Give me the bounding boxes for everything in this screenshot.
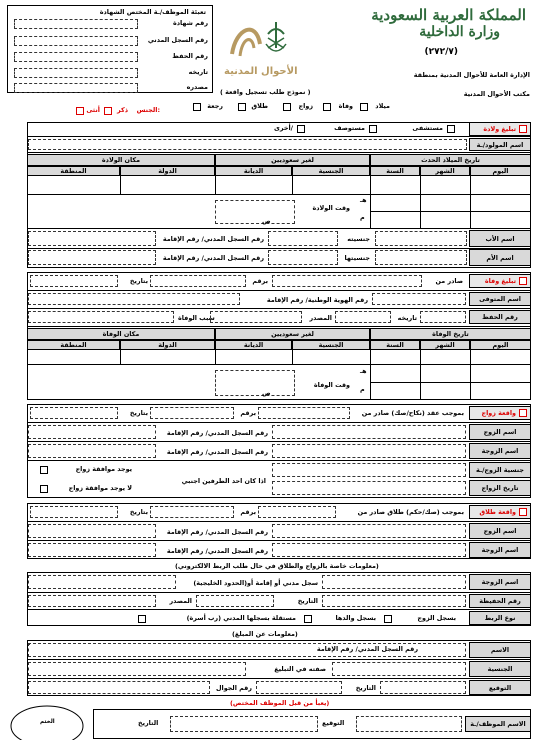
place-clinic-checkbox[interactable]: [369, 125, 377, 133]
divorce-checkbox[interactable]: [519, 508, 527, 516]
actual-birth-date-header: تاريخ الميلاد الحدث: [370, 154, 531, 166]
divorce-wife-label: اسم الزوجة: [469, 542, 531, 558]
ministry-header: [345, 6, 530, 96]
link-date-label: التاريخ: [297, 597, 318, 605]
death-grid-col-header: الشهر: [420, 340, 470, 350]
divorce-husband-id-field[interactable]: [28, 524, 156, 538]
informant-id-label: رقم السجل المدني/ رقم الإقامة: [316, 645, 418, 653]
deceased-id-label: رقم الهوية الوطنية/ رقم الإقامة: [266, 296, 368, 304]
husband-name-field[interactable]: [272, 425, 466, 439]
link-type-label: نوع الربط: [469, 611, 531, 625]
link-source-field[interactable]: [28, 595, 156, 607]
link-reg-field[interactable]: [28, 575, 176, 589]
event-type-label: وفاة: [338, 102, 353, 110]
form-title: ( نموذج طلب تسجيل واقعة ): [220, 88, 311, 96]
divorce-section-header: [469, 505, 531, 519]
death-date-label: بتاريخ: [129, 277, 148, 285]
ministry-title: وزارة الداخلية: [419, 24, 500, 40]
divorce-number-field[interactable]: [150, 506, 234, 518]
divorce-wife-field[interactable]: [272, 543, 466, 557]
divorce-contract-label: بموجب (صك/حكم) طلاق صادر من: [357, 508, 464, 516]
employee-row-label: مصدره: [186, 83, 208, 91]
footer-date-label: التاريخ: [138, 719, 159, 727]
event-type-checkbox[interactable]: [283, 103, 291, 111]
approval-no-label: لا يوجد موافقة زواج: [68, 484, 132, 492]
event-type-label: زواج: [298, 102, 313, 110]
kingdom-title: المملكة العربية السعودية: [371, 6, 526, 24]
divorce-number-label: برقم: [240, 508, 256, 516]
approval-yes-checkbox[interactable]: [40, 466, 48, 474]
birth-grid-col-header: المنطقة: [27, 166, 120, 176]
death-issued-from-label: صادر من: [435, 277, 463, 285]
employee-row-field[interactable]: [14, 83, 138, 93]
logo-text: الأحوال المدنية: [224, 66, 298, 77]
link-opt-independent-label: مستقلة بسجلها المدني (رب أسرة): [186, 614, 296, 622]
wife-name-field[interactable]: [272, 444, 466, 458]
footer-signature-field[interactable]: [170, 716, 318, 732]
employee-row-field[interactable]: [14, 68, 138, 78]
footer-signature-label: التوقيع: [322, 719, 345, 727]
link-file-no-field[interactable]: [322, 595, 466, 607]
employee-row-field[interactable]: [14, 52, 138, 62]
form-number: (٢٧٢/٧): [424, 47, 458, 57]
spouse-nationality-label: جنسية الزوج/ـة: [469, 462, 531, 478]
death-source-field[interactable]: [210, 311, 302, 323]
gregorian-marker: م: [360, 213, 365, 221]
divorce-contract-field[interactable]: [258, 506, 336, 518]
birth-grid-col-header: الشهر: [420, 166, 470, 176]
death-file-date-field[interactable]: [335, 311, 391, 323]
death-non-saudi-header: لغير سعوديين: [215, 328, 370, 340]
husband-name-label: اسم الزوج: [469, 424, 531, 440]
footer-employee-field[interactable]: [356, 716, 462, 732]
informant-date-label: التاريخ: [355, 684, 376, 692]
newborn-name-field[interactable]: [28, 139, 467, 150]
link-opt-husband-label: بسجل الزوج: [417, 614, 456, 622]
civil-affairs-logo: [222, 14, 302, 84]
father-name-label: اسم الأب: [469, 230, 531, 247]
birth-grid-col-header: الدولة: [120, 166, 215, 176]
link-wife-name-label: اسم الزوجة: [469, 574, 531, 590]
informant-nationality-label: الجنسية: [469, 661, 531, 677]
mother-id-label: رقم السجل المدني/ رقم الإقامة: [162, 254, 264, 262]
informant-phone-field[interactable]: [28, 681, 210, 694]
death-checkbox[interactable]: [519, 277, 527, 285]
official-stamp: [6, 704, 88, 740]
birth-grid-col-header: الديانة: [215, 166, 292, 176]
logo-emblem-icon: [222, 14, 302, 64]
event-type-checkbox[interactable]: [193, 103, 201, 111]
approval-no-checkbox[interactable]: [40, 485, 48, 493]
place-other-checkbox[interactable]: [297, 125, 305, 133]
link-source-label: المصدر: [169, 597, 192, 605]
informant-nationality-field[interactable]: [332, 662, 466, 676]
death-grid-col-header: الديانة: [215, 340, 292, 350]
informant-id-field[interactable]: [28, 643, 30, 645]
footer-employee-label: الاسم الموظف/ـة: [465, 716, 531, 732]
marriage-contract-label: بموجب عقد (نكاح/صك) صادر من: [361, 409, 464, 417]
birth-time-label: وقت الولادة: [312, 204, 350, 212]
death-cause-field[interactable]: [28, 311, 174, 323]
marriage-date-field[interactable]: [272, 481, 466, 495]
employee-row-label: رقم السجل المدني: [147, 36, 208, 44]
husband-id-label: رقم السجل المدني/ رقم الإقامة: [166, 429, 268, 437]
birth-place-options: [250, 125, 465, 135]
admin-line: الإدارة العامة للأحوال المدنية بمنطقة: [413, 71, 530, 79]
place-clinic-label: مستوصف: [334, 124, 365, 132]
death-place-header: مكان الوفاة: [27, 328, 215, 340]
death-gregorian-marker: م: [360, 385, 365, 393]
deceased-name-field[interactable]: [372, 293, 466, 305]
link-date-field[interactable]: [196, 595, 274, 607]
divorce-wife-id-label: رقم السجل المدني/ رقم الإقامة: [166, 547, 268, 555]
father-id-label: رقم السجل المدني/ رقم الإقامة: [162, 235, 264, 243]
divorce-dated-label: بتاريخ: [129, 508, 148, 516]
wife-id-field[interactable]: [28, 444, 156, 458]
marriage-section-title: واقعة زواج: [481, 409, 516, 417]
link-file-no-label: رقم الحفيظة: [469, 594, 531, 608]
informant-heading: (معلومات عن المبلغ): [232, 630, 298, 638]
birth-non-saudi-header: لغير سعوديين: [215, 154, 370, 166]
link-heading: (معلومات خاصة بالزواج والطلاق في حال طلب الربط الالكتروني): [175, 562, 379, 570]
death-grid-col-header: السنة: [370, 340, 420, 350]
father-name-field[interactable]: [375, 231, 467, 246]
birth-time-field[interactable]: [215, 200, 295, 224]
link-reg-label: سجل مدني أو إقامة أو(الحدود الخليجية): [193, 579, 318, 587]
death-file-date-label: تاريخه: [397, 314, 417, 322]
employee-row-label: رقم شهادة: [172, 19, 208, 27]
death-number-label: برقم: [252, 277, 268, 285]
deceased-id-field[interactable]: [28, 293, 240, 305]
divorce-husband-id-label: رقم السجل المدني/ رقم الإقامة: [166, 528, 268, 536]
employee-box-title: تعبئة الموظف/ـة المختص الشهادة: [99, 8, 206, 16]
death-dated-field[interactable]: [30, 275, 118, 287]
divorce-husband-field[interactable]: [272, 524, 466, 538]
death-file-no-field[interactable]: [420, 311, 466, 323]
newborn-name-label: اسم المولود/ـة: [469, 138, 531, 151]
stamp-label: الختم: [40, 719, 55, 725]
wife-name-label: اسم الزوجة: [469, 443, 531, 459]
office-line: مكتب الأحوال المدنية: [463, 90, 530, 98]
event-type-label: طلاق: [251, 102, 268, 110]
employee-row-label: رقم الحفظ: [172, 52, 208, 60]
death-hijri-marker: هـ: [360, 367, 367, 375]
link-opt-parents-checkbox[interactable]: [304, 615, 312, 623]
divorce-dated-field[interactable]: [30, 506, 118, 518]
death-section-title: تبليغ وفاة: [484, 277, 516, 285]
death-date-header: تاريخ الوفاة: [370, 328, 531, 340]
birth-place-header: مكان الولادة: [27, 154, 215, 166]
gender-female-label: أنثى: [86, 106, 100, 114]
death-am-marker: ص: [262, 389, 271, 397]
event-type-checkbox[interactable]: [360, 103, 368, 111]
gender-label: الجنس:: [136, 106, 160, 114]
death-time-field[interactable]: [215, 370, 295, 396]
informant-date-field[interactable]: [256, 681, 342, 694]
informant-name-label: الاسم: [469, 642, 531, 658]
approval-yes-label: يوجد موافقة زواج: [75, 465, 132, 473]
event-type-checkbox[interactable]: [238, 103, 246, 111]
foreign-spouse-label: اذا كان احد الطرفين اجنبي: [181, 477, 266, 485]
wife-id-label: رقم السجل المدني/ رقم الإقامة: [166, 448, 268, 456]
employee-row-label: تاريخه: [188, 68, 208, 76]
divorce-husband-label: اسم الزوج: [469, 523, 531, 539]
marriage-date-label: تاريخ الزواج: [469, 480, 531, 496]
employee-row-field[interactable]: [14, 19, 138, 29]
gender-male-checkbox[interactable]: [104, 107, 112, 115]
informant-relation-field[interactable]: [28, 662, 246, 676]
birth-grid-col-header: الجنسية: [292, 166, 370, 176]
marriage-dated-label: بتاريخ: [129, 409, 148, 417]
marriage-number-field[interactable]: [150, 407, 234, 419]
death-grid-col-header: المنطقة: [27, 340, 120, 350]
death-file-no-label: رقم الحفظ: [469, 310, 531, 324]
mother-nationality-field[interactable]: [268, 250, 338, 265]
event-type-label: رجعة: [207, 102, 223, 110]
link-opt-parents-label: بسجل والدها: [335, 614, 376, 622]
marriage-dated-field[interactable]: [30, 407, 118, 419]
father-id-field[interactable]: [28, 231, 156, 246]
link-wife-name-field[interactable]: [322, 575, 466, 589]
employee-row-field[interactable]: [14, 36, 138, 46]
marriage-checkbox[interactable]: [519, 409, 527, 417]
marriage-contract-field[interactable]: [258, 407, 350, 419]
death-grid-col-header: اليوم: [470, 340, 531, 350]
mother-name-label: اسم الأم: [469, 249, 531, 266]
birth-grid-col-header: السنة: [370, 166, 420, 176]
informant-relation-label: صفته في التبليغ: [274, 665, 326, 673]
place-other-label: أخرى/: [274, 124, 293, 132]
father-nationality-label: جنسيته: [347, 235, 370, 243]
death-number-field[interactable]: [150, 275, 246, 287]
mother-id-field[interactable]: [28, 250, 156, 265]
death-source-label: المصدر: [309, 314, 332, 322]
informant-phone-label: رقم الجوال: [215, 684, 252, 692]
marriage-number-label: برقم: [240, 409, 256, 417]
footer-note: (يعبأ من قبل الموظف المختص): [230, 699, 330, 707]
deceased-name-label: اسم المتوفى: [469, 292, 531, 306]
event-type-label: ميلاد: [375, 102, 390, 110]
divorce-section-title: واقعة طلاق: [479, 508, 516, 516]
event-type-checkbox[interactable]: [323, 103, 331, 111]
informant-signature-label: التوقيع: [469, 680, 531, 695]
place-hospital-checkbox[interactable]: [447, 125, 455, 133]
link-opt-husband-checkbox[interactable]: [384, 615, 392, 623]
birth-grid-col-header: اليوم: [470, 166, 531, 176]
hijri-marker: هـ: [360, 196, 367, 204]
am-marker: ص: [262, 217, 271, 225]
husband-id-field[interactable]: [28, 425, 156, 439]
marriage-section-header: [469, 406, 531, 420]
divorce-wife-id-field[interactable]: [28, 543, 156, 557]
mother-name-field[interactable]: [375, 250, 467, 265]
spouse-nationality-field[interactable]: [272, 463, 466, 477]
birth-section-title: تبليغ ولادة: [483, 125, 516, 133]
gender-female-checkbox[interactable]: [76, 107, 84, 115]
death-grid-col-header: الدولة: [120, 340, 215, 350]
link-opt-independent-checkbox[interactable]: [138, 615, 146, 623]
birth-section-header: [469, 122, 531, 136]
death-cause-label: سبب الوفاة: [178, 314, 215, 322]
death-section-header: [469, 274, 531, 288]
mother-nationality-label: جنسيتها: [344, 254, 370, 262]
birth-checkbox[interactable]: [519, 125, 527, 133]
place-hospital-label: مستشفى: [412, 124, 443, 132]
death-time-label: وقت الوفاة: [313, 381, 350, 389]
informant-signature-field[interactable]: [380, 681, 466, 694]
death-issued-from-field[interactable]: [272, 275, 422, 287]
gender-male-label: ذكر: [117, 106, 128, 114]
father-nationality-field[interactable]: [268, 231, 338, 246]
death-grid-col-header: الجنسية: [292, 340, 370, 350]
